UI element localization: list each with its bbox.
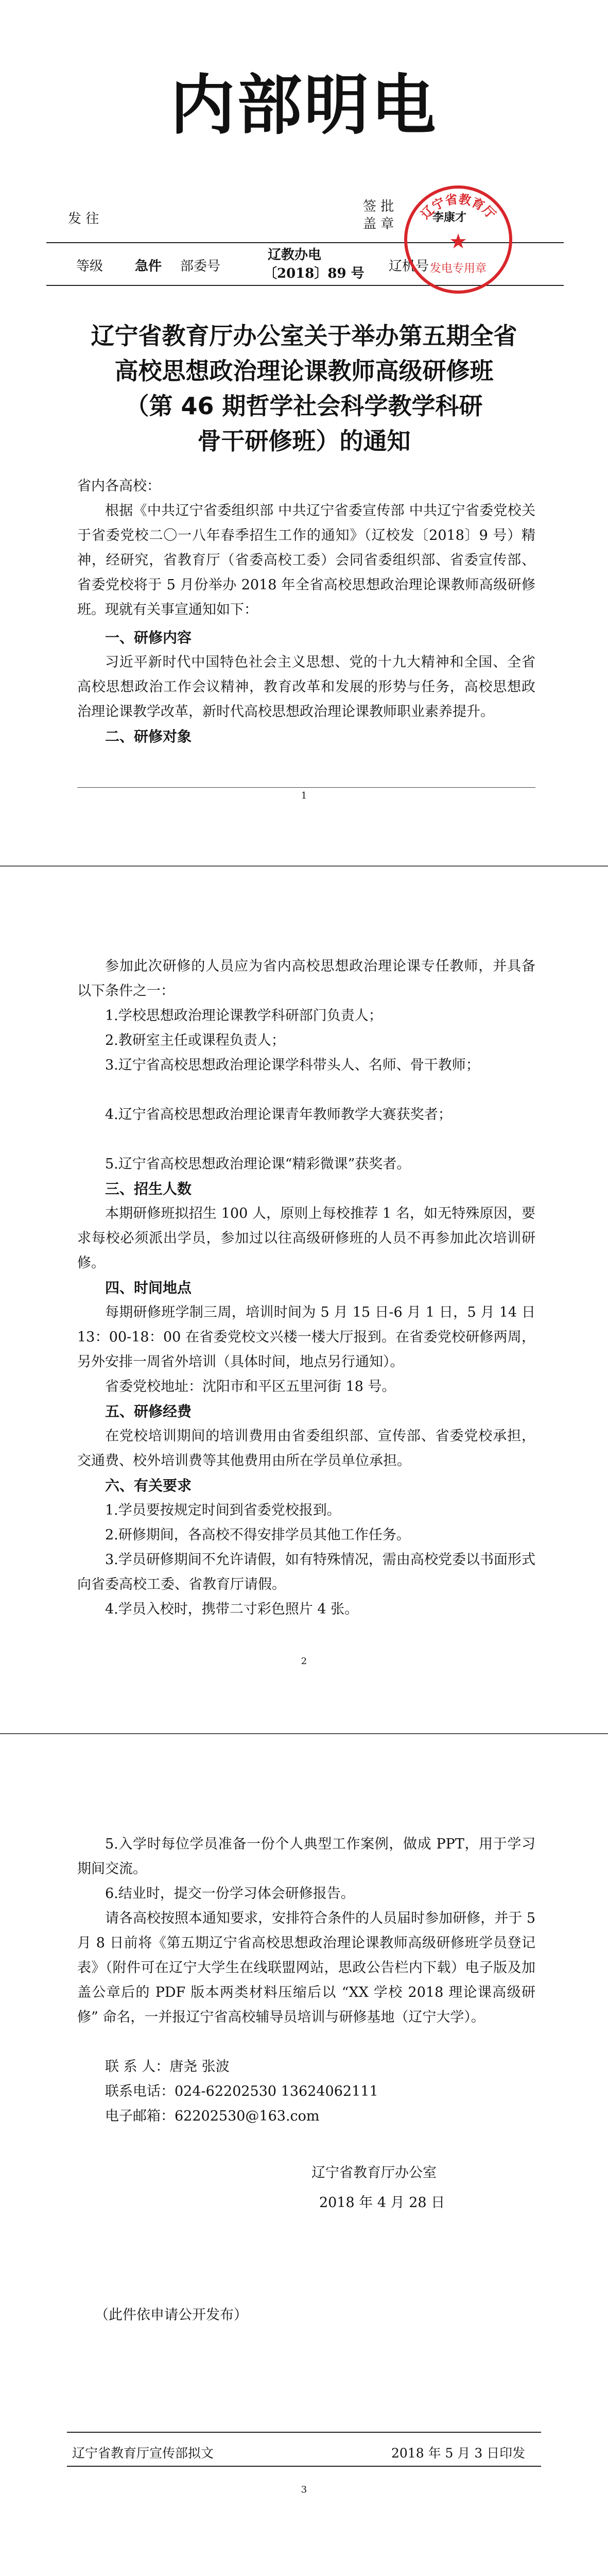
requirement-1: 1.学员要按规定时间到省委党校报到。 bbox=[105, 1502, 341, 1518]
official-seal bbox=[399, 180, 517, 299]
target-item-1: 1.学校思想政治理论课教学科研部门负责人； bbox=[105, 1008, 383, 1024]
requirement-6: 6.结业时，提交一份学习体会研修报告。 bbox=[105, 1886, 355, 1902]
footer-rule-top bbox=[67, 2432, 541, 2433]
contact-phone: 联系电话：024-62202530 13624062111 bbox=[105, 2083, 378, 2099]
page-1 bbox=[0, 0, 608, 845]
submission-paragraph: 请各高校按照本通知要求，安排符合条件的人员届时参加研修，并于 5 月 8 日前将《第五期辽宁省高校思想政治理论课教师高级研修班学员登记表》（附件可在辽宁大学生在线联盟网站，思政公告栏内下载）电子版及加盖公章后的 PDF 版本两类材料压缩后以 “XX 学校 2018 理论课高级研修” 命名，一并报辽宁省高校辅导员培训与研修基地（辽宁大学）。 bbox=[77, 1910, 535, 2025]
seal-text-top: 辽宁省教育厅 bbox=[418, 192, 499, 222]
public-release-note: （此件依申请公开发布） bbox=[95, 2307, 248, 2323]
address-line: 省委党校地址：沈阳市和平区五里河街 18 号。 bbox=[105, 1379, 396, 1395]
target-item-2: 2.教研室主任或课程负责人； bbox=[105, 1032, 285, 1048]
page-number-3: 3 bbox=[301, 2484, 307, 2495]
issue-date: 2018 年 4 月 28 日 bbox=[319, 2195, 445, 2211]
requirement-3: 3.学员研修期间不允许请假，如有特殊情况，需由高校党委以书面形式向省委高校工委、省教育厅请假。 bbox=[77, 1552, 535, 1592]
gai-zhang-label: 盖 章 bbox=[363, 216, 394, 232]
urgency-label: 急件 bbox=[135, 259, 162, 274]
target-item-3: 3.辽宁省高校思想政治理论课学科带头人、名师、骨干教师； bbox=[105, 1057, 480, 1073]
section-heading-enrollment: 三、招生人数 bbox=[105, 1180, 192, 1197]
target-item-5: 5.辽宁省高校思想政治理论课“精彩微课”获奖者。 bbox=[105, 1156, 411, 1172]
document-title: 内部明电 bbox=[170, 67, 438, 143]
footer-rule-bottom bbox=[67, 2466, 541, 2467]
qian-pi-label: 签 批 bbox=[363, 199, 394, 214]
department-number: 部委号 bbox=[180, 259, 221, 274]
page-3 bbox=[0, 1734, 608, 2576]
footer-print-date: 2018 年 5 月 3 日印发 bbox=[391, 2446, 526, 2461]
document-number: 〔2018〕89 号 bbox=[264, 266, 364, 281]
section-heading-targets: 二、研修对象 bbox=[105, 728, 192, 745]
targets-intro-paragraph: 参加此次研修的人员应为省内高校思想政治理论课专任教师，并具备以下条件之一： bbox=[77, 958, 535, 999]
section-heading-funding: 五、研修经费 bbox=[105, 1403, 192, 1420]
section-heading-time-place: 四、时间地点 bbox=[105, 1279, 192, 1296]
notice-title-line-2: 高校思想政治理论课教师高级研修班 bbox=[114, 357, 494, 385]
page-2 bbox=[0, 867, 608, 1732]
notice-title-line-1: 辽宁省教育厅办公室关于举办第五期全省 bbox=[91, 322, 517, 350]
page-1-bottom-rule bbox=[77, 787, 535, 788]
contact-email: 电子邮箱：62202530@163.com bbox=[105, 2108, 320, 2124]
time-paragraph: 每期研修班学制三周，培训时间为 5 月 15 日-6 月 1 日，5 月 14 日 13：00-18：00 在省委党校文兴楼一楼大厅报到。在省委党校研修两周，另外安排一周省外培训（具体时间，地点另行通知）。 bbox=[77, 1304, 535, 1370]
section-heading-requirements: 六、有关要求 bbox=[105, 1477, 192, 1494]
addressee: 省内各高校： bbox=[77, 478, 161, 494]
page-number-2: 2 bbox=[301, 1656, 307, 1667]
requirement-5: 5.入学时每位学员准备一份个人典型工作案例，做成 PPT，用于学习期间交流。 bbox=[77, 1836, 535, 1877]
section-heading-content: 一、研修内容 bbox=[105, 629, 192, 646]
seal-text-bottom: 发电专用章 bbox=[429, 262, 487, 275]
funding-paragraph: 在党校培训期间的培训费用由省委组织部、宣传部、省委党校承担，交通费、校外培训费等其他费用由所在学员单位承担。 bbox=[77, 1428, 535, 1469]
intro-paragraph: 根据《中共辽宁省委组织部 中共辽宁省委宣传部 中共辽宁省委党校关于省委党校二〇一八年春季招生工作的通知》（辽校发〔2018〕9 号）精神，经研究，省教育厅（省委高校工委）会同省委组织部、省委宣传部、省委党校将于 5 月份举办 2018 年全省高校思想政治理论课教师高级研修班。现就有关事宣通知如下： bbox=[77, 503, 535, 618]
grade-label: 等级 bbox=[76, 259, 103, 274]
enrollment-paragraph: 本期研修班拟招生 100 人，原则上每校推荐 1 名，如无特殊原因，要求每校必须派出学员，参加过以往高级研修班的人员不再参加此次培训研修。 bbox=[77, 1206, 535, 1271]
target-item-4: 4.辽宁省高校思想政治理论课青年教师教学大赛获奖者； bbox=[105, 1107, 452, 1123]
document-number-prefix: 辽教办电 bbox=[268, 247, 322, 263]
content-paragraph: 习近平新时代中国特色社会主义思想、党的十九大精神和全国、全省高校思想政治工作会议精神，教育改革和发展的形势与任务，高校思想政治理论课教学改革，新时代高校思想政治理论课教师职业素养提升。 bbox=[77, 654, 535, 720]
issuer: 辽宁省教育厅办公室 bbox=[311, 2165, 437, 2181]
notice-title-line-3: （第 46 期哲学社会科学教学科研 bbox=[125, 392, 483, 420]
page-number-1: 1 bbox=[301, 790, 307, 801]
contact-person: 联 系 人：唐尧 张波 bbox=[105, 2059, 230, 2075]
signer-name: 李康才 bbox=[432, 211, 467, 224]
fa-wang-label: 发 往 bbox=[68, 211, 99, 227]
footer-drafter: 辽宁省教育厅宣传部拟文 bbox=[72, 2446, 214, 2461]
notice-title-line-4: 骨干研修班）的通知 bbox=[197, 427, 411, 455]
requirement-2: 2.研修期间，各高校不得安排学员其他工作任务。 bbox=[105, 1527, 410, 1543]
seal-star-icon: ★ bbox=[449, 230, 467, 253]
requirement-4: 4.学员入校时，携带二寸彩色照片 4 张。 bbox=[105, 1601, 359, 1617]
ji-ji-hao-label: 辽机号 bbox=[389, 259, 429, 274]
